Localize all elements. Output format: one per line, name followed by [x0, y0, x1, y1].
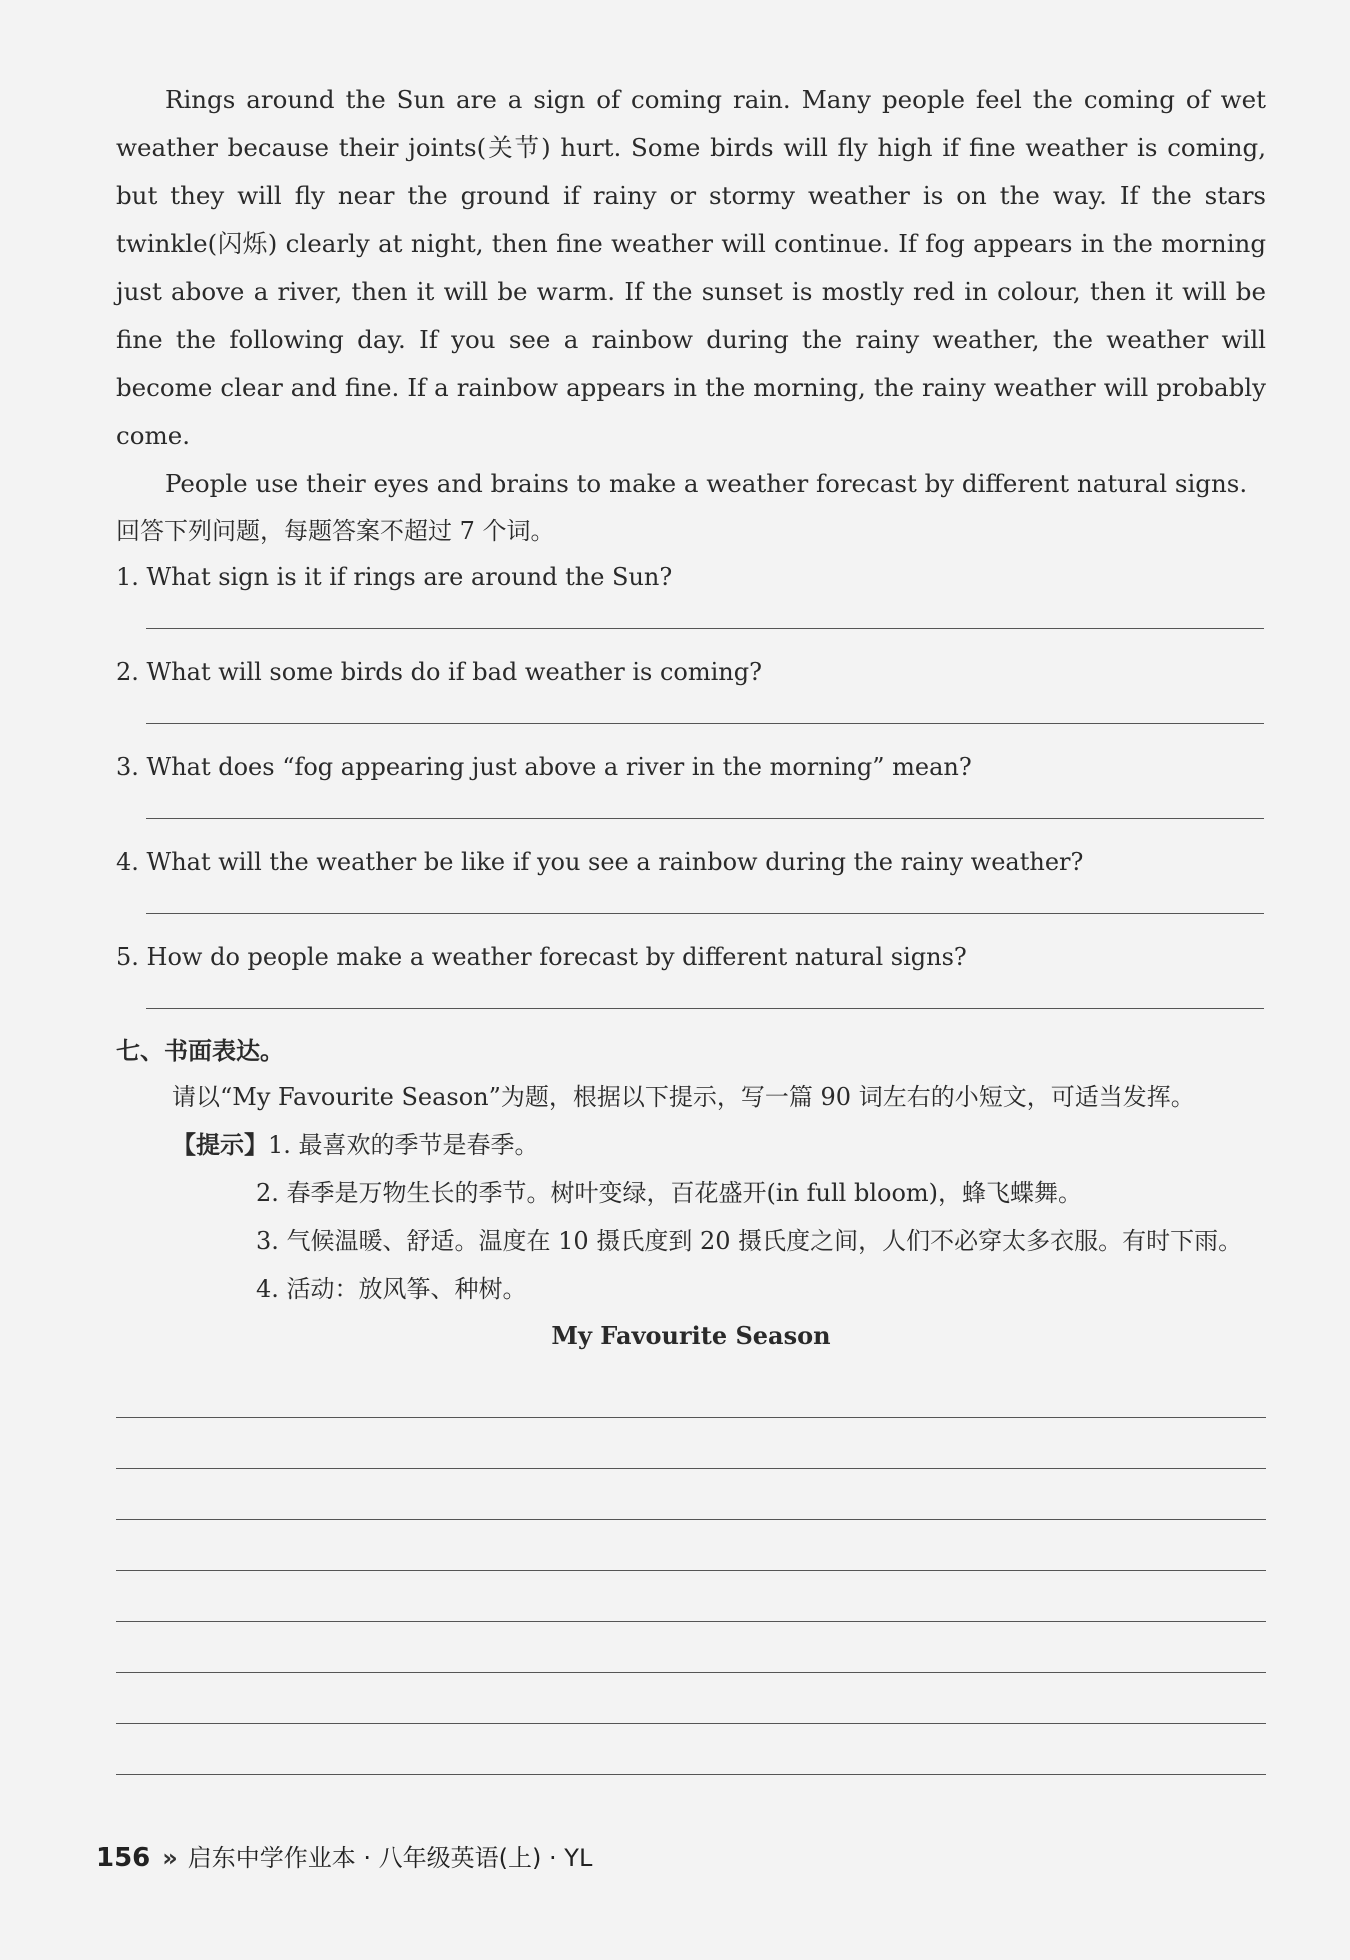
question-3	[116, 744, 1266, 819]
page-footer	[96, 1840, 592, 1876]
essay-title: My Favourite Season	[551, 1321, 831, 1350]
questions-instruction: 回答下列问题，每题答案不超过 7 个词。	[116, 517, 555, 545]
writing-line[interactable]	[116, 1469, 1266, 1520]
answer-line[interactable]	[146, 723, 1264, 724]
hint-item-3: 3. 气候温暖、舒适。温度在 10 摄氏度到 20 摄氏度之间，人们不必穿太多衣服。有时下雨。	[256, 1227, 1243, 1255]
hint-item-2: 2. 春季是万物生长的季节。树叶变绿，百花盛开(in full bloom)，蜂飞蝶舞。	[256, 1179, 1083, 1207]
writing-line[interactable]	[116, 1571, 1266, 1622]
answer-line[interactable]	[146, 913, 1264, 914]
hint-label: 【提示】	[172, 1131, 268, 1159]
writing-area	[116, 1367, 1266, 1775]
question-2	[116, 649, 1266, 724]
answer-line[interactable]	[146, 1008, 1264, 1009]
question-4	[116, 839, 1266, 914]
writing-instruction: 请以“My Favourite Season”为题，根据以下提示，写一篇 90 词左右的小短文，可适当发挥。	[172, 1083, 1195, 1111]
question-1	[116, 554, 1266, 629]
question-text: 2. What will some birds do if bad weather is coming?	[116, 658, 762, 686]
hint-row-1	[116, 1121, 1266, 1169]
question-text: 1. What sign is it if rings are around the Sun?	[116, 563, 673, 591]
writing-line[interactable]	[116, 1418, 1266, 1469]
writing-line[interactable]	[116, 1673, 1266, 1724]
hint-item-4: 4. 活动：放风筝、种树。	[256, 1275, 527, 1303]
answer-line[interactable]	[146, 628, 1264, 629]
book-title: 启东中学作业本 · 八年级英语(上) · YL	[187, 1844, 593, 1872]
answer-line[interactable]	[146, 818, 1264, 819]
question-text: 4. What will the weather be like if you see a rainbow during the rainy weather?	[116, 848, 1084, 876]
chevron-right-icon: »	[162, 1844, 178, 1872]
hint-item-1: 1. 最喜欢的季节是春季。	[268, 1131, 539, 1159]
writing-line[interactable]	[116, 1367, 1266, 1418]
question-text: 3. What does “fog appearing just above a river in the morning” mean?	[116, 753, 972, 781]
page-number: 156	[96, 1843, 151, 1873]
writing-line[interactable]	[116, 1622, 1266, 1673]
passage-paragraph-2: People use their eyes and brains to make a weather forecast by different natural signs.	[165, 469, 1248, 498]
writing-line[interactable]	[116, 1520, 1266, 1571]
passage-paragraph-1: Rings around the Sun are a sign of coming rain. Many people feel the coming of wet weather because their joints(关节) hurt. Some birds will fly high if fine weather is coming, but they will fly near the ground if rainy or stormy weather is on the way. If the stars twinkle(闪烁) clearly at night, then fine weather will continue. If fog appears in the morning just above a river, then it will be warm. If the sunset is mostly red in colour, then it will be fine the following day. If you see a rainbow during the rainy weather, the weather will become clear and fine. If a rainbow appears in the morning, the rainy weather will probably come.	[116, 85, 1266, 450]
writing-section-heading: 七、书面表达。	[116, 1037, 284, 1065]
page-content	[116, 76, 1266, 1775]
question-text: 5. How do people make a weather forecast by different natural signs?	[116, 943, 967, 971]
question-5	[116, 934, 1266, 1009]
writing-line[interactable]	[116, 1724, 1266, 1775]
